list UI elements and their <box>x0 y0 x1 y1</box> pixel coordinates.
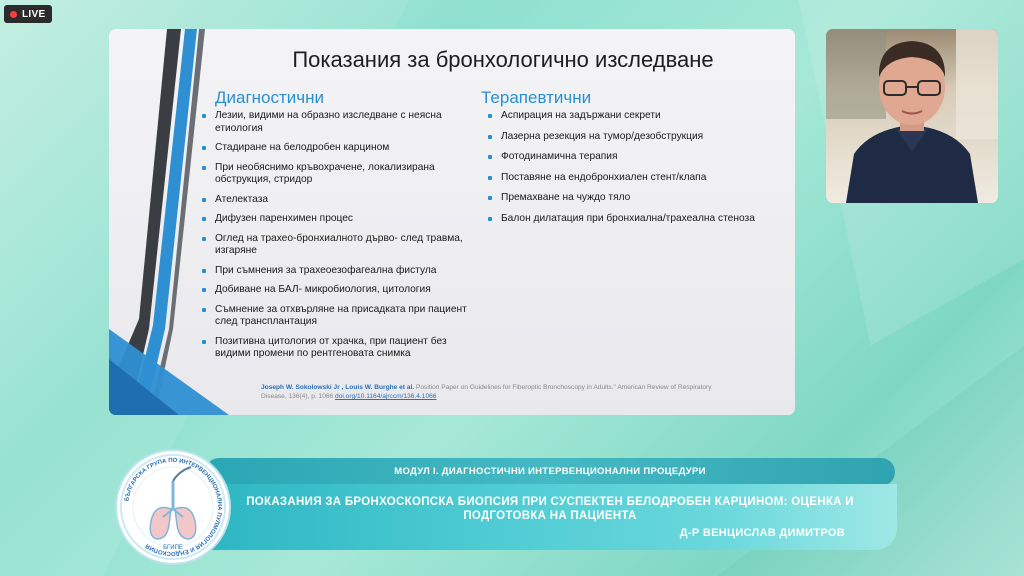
live-badge <box>4 5 52 23</box>
live-label: LIVE <box>22 8 46 20</box>
list-item: Добиване на БАЛ- микробиология, цитология <box>199 284 469 297</box>
lecture-title: ПОКАЗАНИЯ ЗА БРОНХОСКОПСКА БИОПСИЯ ПРИ СУСПЕКТЕН БЕЛОДРОБЕН КАРЦИНОМ: ОЦЕНКА И ПОДГОТОВКА НА ПАЦИЕНТА <box>246 496 854 522</box>
list-item: Стадиране на белодробен карцином <box>199 142 469 155</box>
diagnostic-heading: Диагностични <box>215 88 325 107</box>
lecture-banner <box>190 484 897 550</box>
slide-reference <box>261 383 731 401</box>
speaker-video-frame <box>826 29 998 203</box>
list-item: Аспирация на задържани секрети <box>485 110 765 123</box>
list-item: Балон дилатация при бронхиална/трахеална стеноза <box>485 213 765 226</box>
logo-abbrev: БГИПЕ <box>163 545 183 551</box>
list-item: При необяснимо кръвохрачене, локализирана обструкция, стридор <box>199 162 469 187</box>
speaker-name: Д-Р ВЕНЦИСЛАВ ДИМИТРОВ <box>679 527 845 539</box>
reference-doi-link[interactable]: doi.org/10.1164/ajrccm/136.4.1066 <box>335 393 437 400</box>
logo-ring-text: БЪЛГАРСКА ГРУПА ПО ИНТЕРВЕНЦИОНАЛНА ПУЛМОЛОГИЯ И ЕНДОСКОПИЯ <box>124 457 223 557</box>
list-item: Съмнение за отхвърляне на присадката при пациент след трансплантация <box>199 304 469 329</box>
slide-title: Показания за бронхологично изследване <box>292 47 714 72</box>
speaker-webcam <box>826 29 998 203</box>
list-item: Ателектаза <box>199 194 469 207</box>
lungs-logo-icon <box>117 451 229 563</box>
reference-authors: Joseph W. Sokolowski Jr , Louis W. Burghe <box>261 384 398 391</box>
list-item: Фотодинамична терапия <box>485 151 765 164</box>
organization-logo <box>117 451 229 563</box>
list-item: При съмнения за трахеоезофагеална фистула <box>199 265 469 278</box>
diagnostic-list <box>199 110 469 368</box>
therapeutic-heading: Терапевтични <box>481 88 592 107</box>
live-dot-icon <box>10 11 17 18</box>
list-item: Поставяне на ендобронхиален стент/клапа <box>485 172 765 185</box>
reference-text: Position Paper on Guidelines for Fiberoptic Bronchoscopy in Adults." American Review of Respiratory Disease, 136(4), p. 1066 <box>261 384 712 400</box>
list-item: Премахване на чуждо тяло <box>485 192 765 205</box>
reference-et-al: et al. <box>397 384 415 391</box>
list-item: Оглед на трахео-бронхиалното дърво- след травма, изгаряне <box>199 233 469 258</box>
presentation-slide <box>109 29 795 415</box>
module-banner: МОДУЛ І. ДИАГНОСТИЧНИ ИНТЕРВЕНЦИОНАЛНИ ПРОЦЕДУРИ <box>205 458 895 486</box>
list-item: Дифузен паренхимен процес <box>199 213 469 226</box>
list-item: Лазерна резекция на тумор/дезобструкция <box>485 131 765 144</box>
list-item: Лезии, видими на образно изследване с неясна етиология <box>199 110 469 135</box>
therapeutic-list <box>485 110 765 233</box>
list-item: Позитивна цитология от храчка, при пациент без видими промени по рентгеновата снимка <box>199 336 469 361</box>
